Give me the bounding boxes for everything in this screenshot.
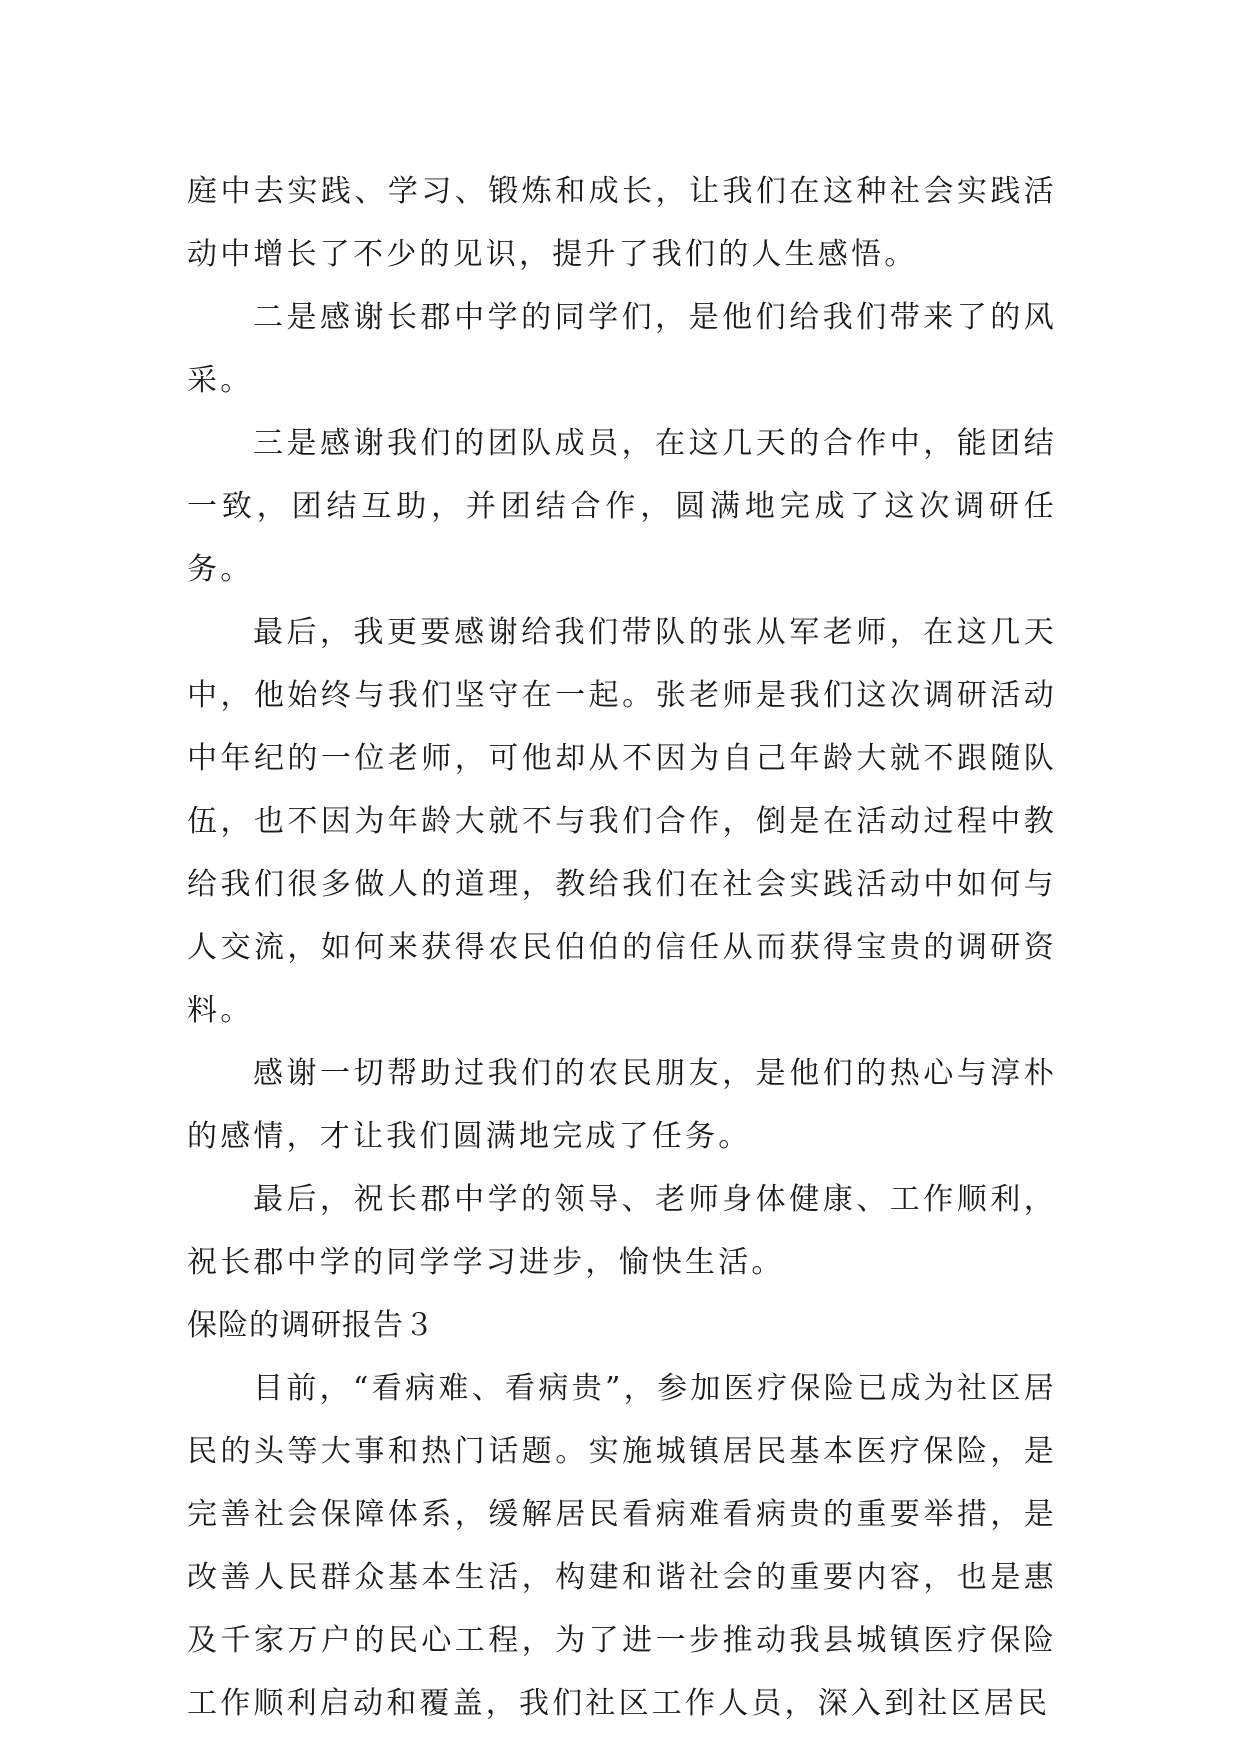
paragraph-4: 最后，我更要感谢给我们带队的张从军老师，在这几天中，他始终与我们坚守在一起。张老师是我们这次调研活动中年纪的一位老师，可他却从不因为自己年龄大就不跟随队伍，也不因为年龄大就不与我们合作，倒是在活动过程中教给我们很多做人的道理，教给我们在社会实践活动中如何与人交流，如何来获得农民伯伯的信任从而获得宝贵的调研资料。 <box>187 615 1057 1028</box>
paragraph-7: 目前，“看病难、看病贵”，参加医疗保险已成为社区居民的头等大事和热门话题。实施城镇居民基本医疗保险，是完善社会保障体系，缓解居民看病难看病贵的重要举措，是改善人民群众基本生活，构建和谐社会的重要内容，也是惠及千家万户的民心工程，为了进一步推动我县城镇医疗保险工作顺利启动和覆盖，我们社区工作人员，深入到社区居民 <box>187 1371 1057 1721</box>
paragraph-5: 感谢一切帮助过我们的农民朋友，是他们的热心与淳朴的感情，才让我们圆满地完成了任务。 <box>187 1056 1057 1154</box>
paragraph-3: 三是感谢我们的团队成员，在这几天的合作中，能团结一致，团结互助，并团结合作，圆满地完成了这次调研任务。 <box>187 426 1057 587</box>
paragraph-6: 最后，祝长郡中学的领导、老师身体健康、工作顺利，祝长郡中学的同学学习进步，愉快生活。 <box>187 1182 1057 1280</box>
paragraph-2: 二是感谢长郡中学的同学们，是他们给我们带来了的风采。 <box>187 300 1057 398</box>
paragraph-1: 庭中去实践、学习、锻炼和成长，让我们在这种社会实践活动中增长了不少的见识，提升了我们的人生感悟。 <box>187 174 1057 272</box>
document-body <box>187 160 1057 1735</box>
section-heading: 保险的调研报告３ <box>187 1308 435 1343</box>
